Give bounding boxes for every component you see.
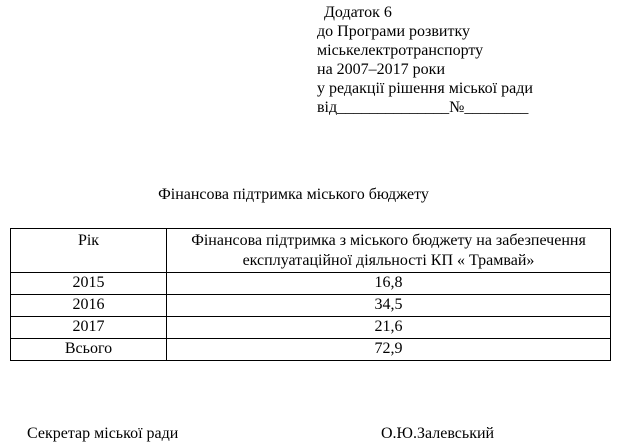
cell-year: 2015 (11, 273, 167, 295)
appendix-date-number: від______________№________ (317, 99, 529, 116)
cell-total-label: Всього (11, 339, 167, 361)
cell-year: 2017 (11, 317, 167, 339)
cell-total-amount: 72,9 (167, 339, 611, 361)
table-row (11, 273, 611, 295)
cell-amount: 16,8 (167, 273, 611, 295)
header-year: Рік (11, 229, 167, 273)
cell-amount: 21,6 (167, 317, 611, 339)
appendix-program-name: міськелектротранспорту (317, 42, 484, 59)
cell-year: 2016 (11, 295, 167, 317)
financial-support-table (10, 228, 611, 361)
document-title (0, 185, 627, 205)
cell-amount: 34,5 (167, 295, 611, 317)
appendix-header (317, 3, 617, 117)
appendix-edition: у редакції рішення міської ради (317, 80, 533, 97)
signature-name: О.Ю.Залевський (381, 425, 495, 442)
appendix-program: до Програми розвитку (317, 23, 471, 40)
table-row (11, 295, 611, 317)
table-header-row (11, 229, 611, 273)
appendix-number: Додаток 6 (324, 4, 392, 21)
signature-position: Секретар міської ради (27, 425, 179, 442)
document-title-text: Фінансова підтримка міського бюджету (158, 186, 429, 203)
header-amount: Фінансова підтримка з міського бюджету на забезпечення експлуатаційної діяльності КП « Трамвай» (167, 229, 611, 273)
table-total-row (11, 339, 611, 361)
appendix-period: на 2007–2017 роки (317, 61, 445, 78)
table-row (11, 317, 611, 339)
